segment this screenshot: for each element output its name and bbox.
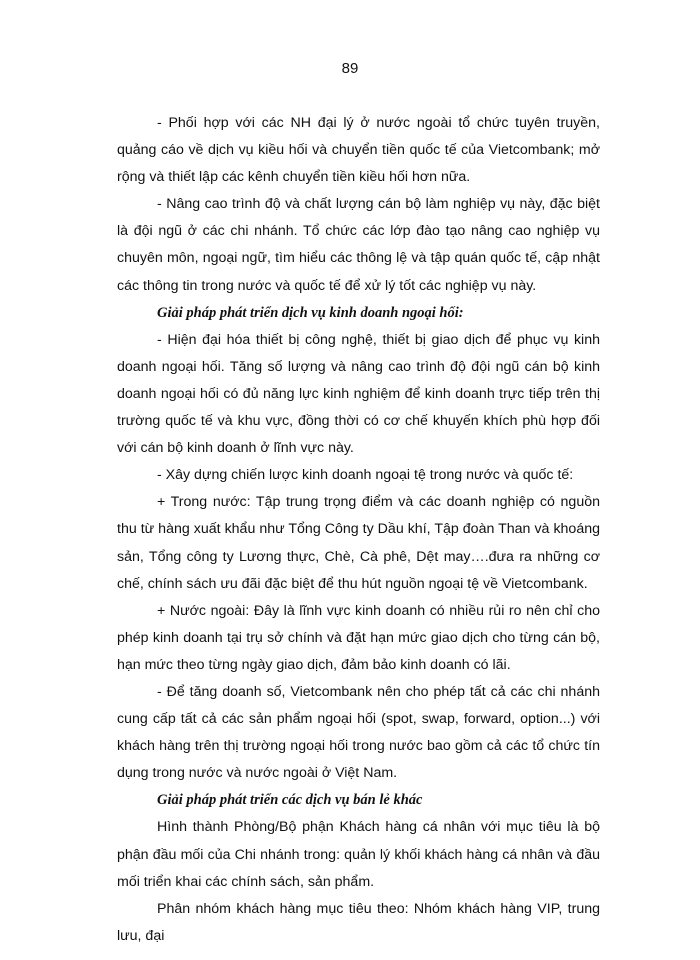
paragraph-increase-sales: - Để tăng doanh số, Vietcombank nên cho phép tất cả các chi nhánh cung cấp tất cả các sản phẩm ngoại hối (spot, swap, forward, option...) với khách hàng trên thị trường ngoại hối trong nước bao gồm cả các tổ chức tín dụng trong nước và nước ngoài ở Việt Nam. (117, 683, 600, 782)
section-heading-forex: Giải pháp phát triển dịch vụ kinh doanh ngoại hối: (157, 304, 464, 321)
paragraph-foreign: + Nước ngoài: Đây là lĩnh vực kinh doanh có nhiều rủi ro nên chỉ cho phép kinh doanh tại trụ sở chính và đặt hạn mức giao dịch cho từng cán bộ, hạn mức theo từng ngày giao dịch, đảm bảo kinh doanh có lãi. (117, 602, 600, 673)
paragraph-remittance-promotion: - Phối hợp với các NH đại lý ở nước ngoài tổ chức tuyên truyền, quảng cáo về dịch vụ kiều hối và chuyển tiền quốc tế của Vietcombank; mở rộng và thiết lập các kênh chuyển tiền kiều hối hơn nữa. (117, 115, 600, 186)
page-body (117, 110, 600, 950)
paragraph-domestic: + Trong nước: Tập trung trọng điểm và các doanh nghiệp có nguồn thu từ hàng xuất khẩu như Tổng Công ty Dầu khí, Tập đoàn Than và khoáng sản, Tổng công ty Lương thực, Chè, Cà phê, Dệt may….đưa ra những cơ chế, chính sách ưu đãi đặc biệt để thu hút nguồn ngoại tệ về Vietcombank. (117, 494, 600, 592)
page-number: 89 (341, 60, 359, 77)
paragraph-staff-training: - Nâng cao trình độ và chất lượng cán bộ làm nghiệp vụ này, đặc biệt là đội ngũ ở các chi nhánh. Tổ chức các lớp đào tạo nâng cao nghiệp vụ chuyên môn, ngoại ngữ, tìm hiểu các thông lệ và tập quán quốc tế, cập nhật các thông tin trong nước và quốc tế để xử lý tốt các nghiệp vụ này. (117, 196, 600, 294)
paragraph-customer-segmentation: Phân nhóm khách hàng mục tiêu theo: Nhóm khách hàng VIP, trung lưu, đại (117, 900, 600, 944)
paragraph-retail-department: Hình thành Phòng/Bộ phận Khách hàng cá nhân với mục tiêu là bộ phận đầu mối của Chi nhánh trong: quản lý khối khách hàng cá nhân và đầu mối triển khai các chính sách, sản phẩm. (117, 819, 600, 890)
paragraph-modernize-equipment: - Hiện đại hóa thiết bị công nghệ, thiết bị giao dịch để phục vụ kinh doanh ngoại hối. Tăng số lượng và nâng cao trình độ đội ngũ cán bộ kinh doanh ngoại hối có đủ năng lực kinh nghiệm để kinh doanh trực tiếp trên thị trường quốc tế và khu vực, đồng thời có cơ chế khuyến khích phù hợp đối với cán bộ kinh doanh ở lĩnh vực này. (117, 331, 600, 457)
paragraph-fx-strategy: - Xây dựng chiến lược kinh doanh ngoại tệ trong nước và quốc tế: (157, 467, 574, 484)
section-heading-retail: Giải pháp phát triển các dịch vụ bán lẻ khác (157, 792, 423, 809)
